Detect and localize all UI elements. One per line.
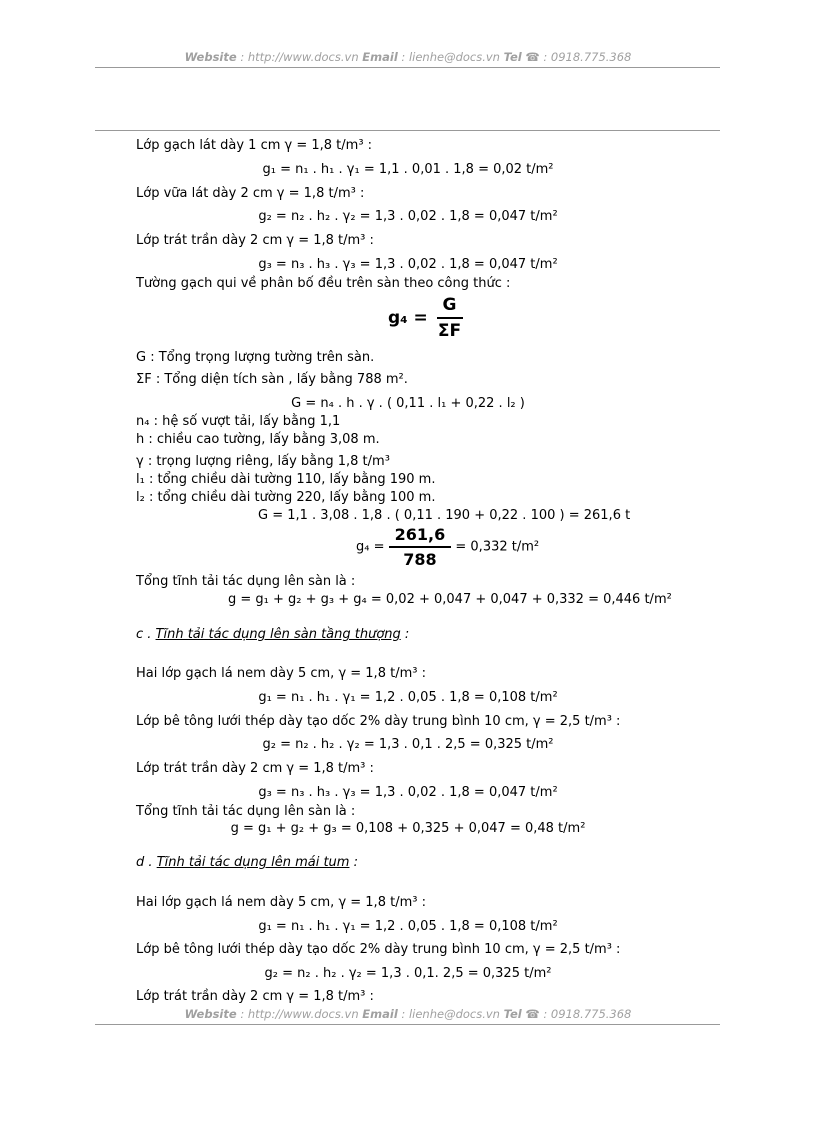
page-footer bbox=[0, 1007, 816, 1021]
header-email-value[interactable]: : lienhe@docs.vn bbox=[397, 50, 504, 64]
text-line: ΣF : Tổng diện tích sàn , lấy bằng 788 m². bbox=[136, 372, 408, 387]
section-c-prefix: c . bbox=[136, 627, 156, 642]
section-c-title: Tĩnh tải tác dụng lên sàn tầng thượng bbox=[155, 627, 401, 642]
formula-g4-definition bbox=[388, 295, 467, 341]
formula-g2: g₂ = n₂ . h₂ . γ₂ = 1,3 . 0,02 . 1,8 = 0,047 t/m² bbox=[258, 209, 558, 224]
formula-g4-lhs: g₄ = bbox=[388, 308, 428, 328]
formula-g4v-rhs: = 0,332 t/m² bbox=[455, 539, 540, 555]
content-top-rule bbox=[95, 130, 720, 131]
text-line: Lớp trát trần dày 2 cm γ = 1,8 t/m³ : bbox=[136, 233, 374, 248]
formula-G-value: G = 1,1 . 3,08 . 1,8 . ( 0,11 . 190 + 0,22 . 100 ) = 261,6 t bbox=[258, 508, 631, 523]
header-website-value[interactable]: : http://www.docs.vn bbox=[236, 50, 363, 64]
header-tel-label: Tel bbox=[503, 50, 522, 64]
section-heading-d bbox=[136, 855, 358, 871]
footer-tel-value: ☎ : 0918.775.368 bbox=[521, 1007, 632, 1021]
formula-g4v-fraction bbox=[389, 525, 452, 569]
formula-g3: g₃ = n₃ . h₃ . γ₃ = 1,3 . 0,02 . 1,8 = 0,047 t/m² bbox=[258, 785, 558, 800]
footer-email-value[interactable]: : lienhe@docs.vn bbox=[397, 1007, 504, 1021]
formula-total-g: g = g₁ + g₂ + g₃ + g₄ = 0,02 + 0,047 + 0,047 + 0,332 = 0,446 t/m² bbox=[228, 592, 672, 607]
footer-email-label: Email bbox=[362, 1007, 398, 1021]
formula-g1: g₁ = n₁ . h₁ . γ₁ = 1,2 . 0,05 . 1,8 = 0,108 t/m² bbox=[258, 919, 558, 934]
section-heading-c bbox=[136, 627, 409, 643]
text-line: Lớp bê tông lưới thép dày tạo dốc 2% dày trung bình 10 cm, γ = 2,5 t/m³ : bbox=[136, 714, 621, 729]
text-line: Lớp trát trần dày 2 cm γ = 1,8 t/m³ : bbox=[136, 989, 374, 1004]
text-line: γ : trọng lượng riêng, lấy bằng 1,8 t/m³ bbox=[136, 454, 390, 469]
formula-g4-fraction bbox=[432, 295, 467, 341]
text-line: Lớp gạch lát dày 1 cm γ = 1,8 t/m³ : bbox=[136, 138, 373, 153]
text-line: Lớp bê tông lưới thép dày tạo dốc 2% dày trung bình 10 cm, γ = 2,5 t/m³ : bbox=[136, 942, 621, 957]
footer-website-label: Website bbox=[184, 1007, 237, 1021]
formula-g1: g₁ = n₁ . h₁ . γ₁ = 1,1 . 0,01 . 1,8 = 0,02 t/m² bbox=[262, 162, 554, 177]
header-email-label: Email bbox=[362, 50, 398, 64]
text-line: Lớp trát trần dày 2 cm γ = 1,8 t/m³ : bbox=[136, 761, 374, 776]
formula-g2: g₂ = n₂ . h₂ . γ₂ = 1,3 . 0,1 . 2,5 = 0,325 t/m² bbox=[262, 737, 554, 752]
text-line: h : chiều cao tường, lấy bằng 3,08 m. bbox=[136, 432, 380, 447]
formula-g4v-lhs: g₄ = bbox=[356, 539, 385, 555]
text-line: Tường gạch qui về phân bố đều trên sàn theo công thức : bbox=[136, 276, 511, 291]
header-rule bbox=[95, 67, 720, 68]
text-line: l₂ : tổng chiều dài tường 220, lấy bằng 100 m. bbox=[136, 490, 436, 505]
formula-g2: g₂ = n₂ . h₂ . γ₂ = 1,3 . 0,1. 2,5 = 0,325 t/m² bbox=[264, 966, 552, 981]
section-c-suffix: : bbox=[400, 627, 410, 642]
section-d-prefix: d . bbox=[136, 855, 157, 870]
formula-g3: g₃ = n₃ . h₃ . γ₃ = 1,3 . 0,02 . 1,8 = 0,047 t/m² bbox=[258, 257, 558, 272]
text-line: Tổng tĩnh tải tác dụng lên sàn là : bbox=[136, 804, 356, 819]
formula-g4-numerator: G bbox=[437, 295, 463, 319]
text-line: Hai lớp gạch lá nem dày 5 cm, γ = 1,8 t/m³ : bbox=[136, 895, 426, 910]
text-line: Hai lớp gạch lá nem dày 5 cm, γ = 1,8 t/m³ : bbox=[136, 666, 426, 681]
text-line: n₄ : hệ số vượt tải, lấy bằng 1,1 bbox=[136, 414, 341, 429]
header-website-label: Website bbox=[184, 50, 237, 64]
footer-tel-label: Tel bbox=[503, 1007, 522, 1021]
text-line: Tổng tĩnh tải tác dụng lên sàn là : bbox=[136, 574, 356, 589]
page-header bbox=[0, 50, 816, 64]
footer-rule bbox=[95, 1024, 720, 1025]
formula-g4v-denominator: 788 bbox=[403, 550, 437, 569]
section-d-title: Tĩnh tải tác dụng lên mái tum bbox=[156, 855, 350, 870]
header-tel-value: ☎ : 0918.775.368 bbox=[521, 50, 632, 64]
section-d-suffix: : bbox=[349, 855, 358, 870]
text-line: l₁ : tổng chiều dài tường 110, lấy bằng 190 m. bbox=[136, 472, 436, 487]
formula-G: G = n₄ . h . γ . ( 0,11 . l₁ + 0,22 . l₂ ) bbox=[291, 396, 525, 411]
formula-g4-denominator: ΣF bbox=[437, 321, 462, 341]
footer-website-value[interactable]: : http://www.docs.vn bbox=[236, 1007, 363, 1021]
formula-g4v-numerator: 261,6 bbox=[389, 525, 452, 548]
text-line: Lớp vữa lát dày 2 cm γ = 1,8 t/m³ : bbox=[136, 186, 365, 201]
text-line: G : Tổng trọng lượng tường trên sàn. bbox=[136, 350, 375, 365]
formula-g4-value bbox=[356, 525, 539, 569]
formula-g1: g₁ = n₁ . h₁ . γ₁ = 1,2 . 0,05 . 1,8 = 0,108 t/m² bbox=[258, 690, 558, 705]
formula-total-g: g = g₁ + g₂ + g₃ = 0,108 + 0,325 + 0,047 = 0,48 t/m² bbox=[230, 821, 586, 836]
